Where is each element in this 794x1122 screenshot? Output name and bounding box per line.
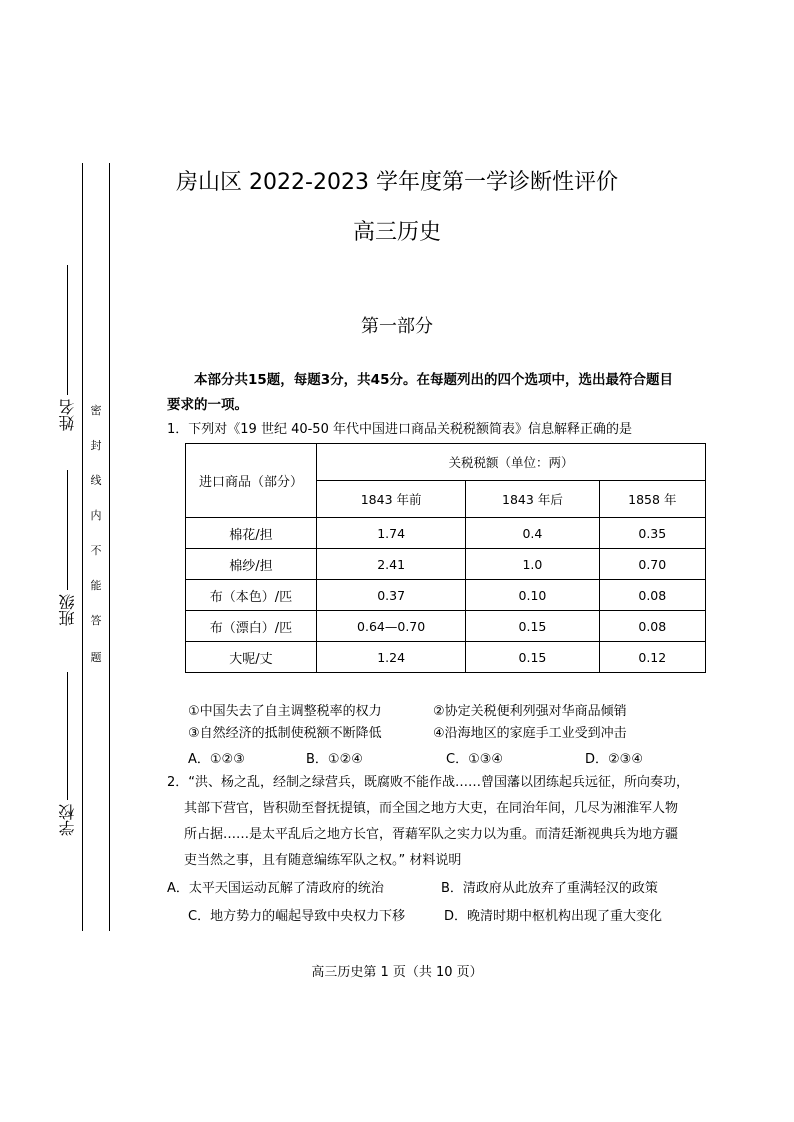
question-1-stem: 1．下列对《19 世纪 40-50 年代中国进口商品关税税额简表》信息解释正确的是 <box>167 422 632 437</box>
table-row <box>186 549 706 580</box>
seal-char: 内 <box>90 509 102 522</box>
table-cell: 0.12 <box>599 642 705 673</box>
table-cell: 棉花/担 <box>186 518 317 549</box>
question-2-line: 2．“洪、杨之乱，经制之绿营兵，既腐败不能作战……曾国藩以团练起兵远征，所向奏功， <box>167 775 690 790</box>
table-cell: 0.4 <box>466 518 599 549</box>
seal-char: 封 <box>90 439 102 452</box>
table-cell: 0.08 <box>599 611 705 642</box>
table-cell: 1.24 <box>317 642 466 673</box>
question-2-stem <box>167 770 727 874</box>
q1-choice-a[interactable]: A．①②③ <box>188 752 245 767</box>
exam-subject: 高三历史 <box>352 220 441 245</box>
name-field[interactable] <box>57 265 77 431</box>
school-field[interactable] <box>57 672 77 836</box>
binding-line-inner <box>109 163 110 931</box>
table-cell: 0.37 <box>317 580 466 611</box>
statement-2: ②协定关税便利列强对华商品倾销 <box>433 704 627 719</box>
table-cell: 0.08 <box>599 580 705 611</box>
table-header-row <box>186 444 706 481</box>
statement-4: ④沿海地区的家庭手工业受到冲击 <box>433 726 627 741</box>
binding-line-outer <box>82 163 83 931</box>
statement-3: ③自然经济的抵制使税额不断降低 <box>188 726 382 741</box>
seal-char: 密 <box>90 404 102 417</box>
table-cell: 0.15 <box>466 611 599 642</box>
table-cell: 棉纱/担 <box>186 549 317 580</box>
table-row-header: 进口商品（部分） <box>186 444 317 518</box>
table-cell: 布（漂白）/匹 <box>186 611 317 642</box>
name-field-label: 姓名 <box>57 399 77 431</box>
q2-choice-a[interactable]: A．太平天国运动瓦解了清政府的统治 <box>167 881 384 896</box>
q2-choice-c[interactable]: C．地方势力的崛起导致中央权力下移 <box>188 909 406 924</box>
table-column-header: 1843 年前 <box>317 481 466 518</box>
table-cell: 1.74 <box>317 518 466 549</box>
q2-choice-b[interactable]: B．清政府从此放弃了重满轻汉的政策 <box>441 881 658 896</box>
exam-title: 房山区 2022-2023 学年度第一学诊断性评价 <box>176 170 618 195</box>
table-cell: 0.35 <box>599 518 705 549</box>
seal-char: 答 <box>90 614 102 627</box>
table-cell: 2.41 <box>317 549 466 580</box>
section-instructions <box>167 368 727 418</box>
instructions-line: 要求的一项。 <box>167 397 248 413</box>
class-field[interactable] <box>57 470 77 626</box>
class-field-line <box>67 470 68 590</box>
tariff-table <box>185 443 706 673</box>
instructions-line: 本部分共15题，每题3分，共45分。在每题列出的四个选项中，选出最符合题目 <box>194 372 673 388</box>
table-cell: 0.70 <box>599 549 705 580</box>
statement-1: ①中国失去了自主调整税率的权力 <box>188 704 382 719</box>
school-field-label: 学校 <box>57 804 77 836</box>
table-row <box>186 611 706 642</box>
class-field-label: 班级 <box>57 594 77 626</box>
q1-choice-b[interactable]: B．①②④ <box>306 752 363 767</box>
table-cell: 大呢/丈 <box>186 642 317 673</box>
table-column-header: 1858 年 <box>599 481 705 518</box>
table-row <box>186 642 706 673</box>
q1-choice-d[interactable]: D．②③④ <box>585 752 643 767</box>
page-footer: 高三历史第 1 页（共 10 页） <box>311 965 483 980</box>
question-2-line: 所占据……是太平乱后之地方长官，胥藉军队之实力以为重。而清廷渐视典兵为地方疆 <box>184 827 679 842</box>
seal-char: 题 <box>90 651 102 664</box>
q2-choice-d[interactable]: D．晚清时期中枢机构出现了重大变化 <box>444 909 663 924</box>
section-title: 第一部分 <box>361 316 433 337</box>
table-cell: 布（本色）/匹 <box>186 580 317 611</box>
question-2-line: 其部下营官，皆积勋至督抚提镇，而全国之地方大吏，在同治年间，几尽为湘淮军人物 <box>184 801 679 816</box>
q1-choice-c[interactable]: C．①③④ <box>446 752 504 767</box>
table-cell: 0.10 <box>466 580 599 611</box>
seal-char: 线 <box>90 474 102 487</box>
table-group-header: 关税税额（单位：两） <box>317 444 706 481</box>
table-cell: 1.0 <box>466 549 599 580</box>
table-column-header: 1843 年后 <box>466 481 599 518</box>
table-row <box>186 518 706 549</box>
school-field-line <box>67 672 68 800</box>
question-2-line: 吏当然之事，且有随意编练军队之权。” 材料说明 <box>184 853 462 868</box>
seal-char: 能 <box>90 579 102 592</box>
table-cell: 0.15 <box>466 642 599 673</box>
table-row <box>186 580 706 611</box>
seal-char: 不 <box>90 544 102 557</box>
table-cell: 0.64—0.70 <box>317 611 466 642</box>
